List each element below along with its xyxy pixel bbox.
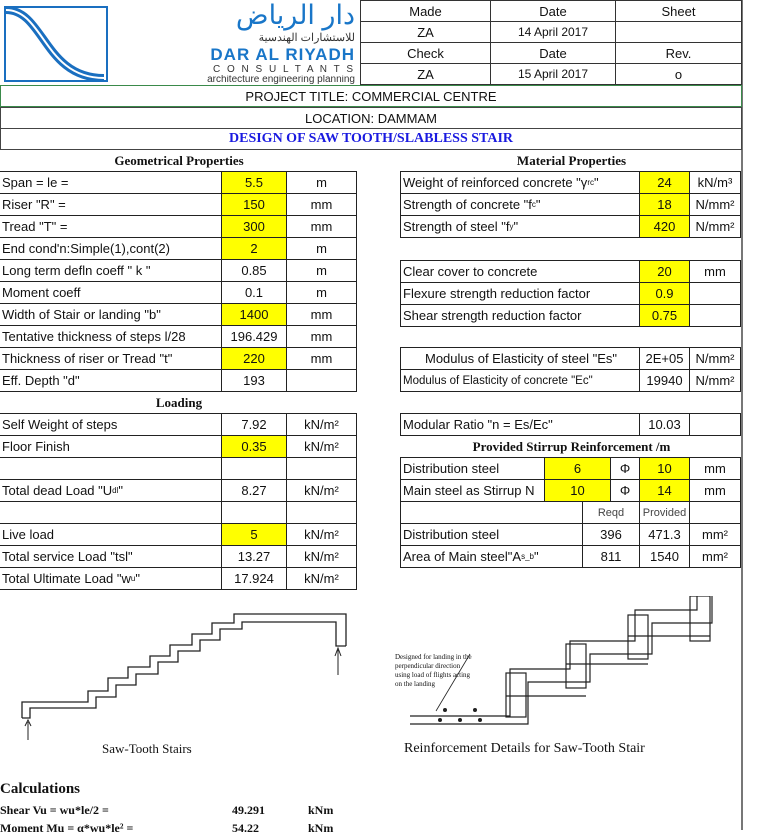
table-row <box>401 305 741 327</box>
load-value: 7.92 <box>221 413 287 436</box>
left-figure-caption: Saw-Tooth Stairs <box>102 741 192 756</box>
calc-moment-unit: kNm <box>308 821 334 835</box>
load-unit <box>286 501 357 524</box>
calc-moment-value: 54.22 <box>232 821 259 835</box>
revision: o <box>615 63 742 85</box>
right-support-arrow-icon <box>335 648 341 675</box>
calc-shear-unit: kNm <box>308 803 334 817</box>
location: LOCATION: DAMMAM <box>0 107 742 129</box>
load-label <box>0 479 222 502</box>
material-label: Modular Ratio "n = Es/Ec" <box>400 413 640 436</box>
material-label: Shear strength reduction factor <box>400 304 640 327</box>
material-label: Modulus of Elasticity of steel "Es" <box>400 347 640 370</box>
material-value[interactable]: 420 <box>639 215 690 238</box>
stair-bottom-outline <box>22 622 346 718</box>
logo-arabic-name: دار الرياض <box>235 0 355 30</box>
property-label: Tread "T" = <box>0 215 222 238</box>
load-unit: kN/m² <box>286 435 357 458</box>
provided-header: Provided <box>639 501 690 524</box>
table-row <box>0 238 357 260</box>
table-row <box>401 458 741 480</box>
table-row <box>0 480 357 502</box>
label-subscript: rc <box>587 178 594 187</box>
load-unit: kN/m² <box>286 567 357 590</box>
load-value <box>221 457 287 480</box>
property-unit: m <box>286 281 357 304</box>
material-unit: N/mm² <box>689 193 741 216</box>
label-text: Total Ultimate Load "w <box>2 571 131 586</box>
property-label: Tentative thickness of steps l/28 <box>0 325 222 348</box>
property-label: Thickness of riser or Tread "t" <box>0 347 222 370</box>
label-suffix: " <box>593 175 599 190</box>
note-line: Designed for landing in the <box>395 653 472 661</box>
property-unit: mm <box>286 347 357 370</box>
material-label: Flexure strength reduction factor <box>400 282 640 305</box>
saw-tooth-stairs-drawing <box>0 600 380 740</box>
property-value[interactable]: 1400 <box>221 303 287 326</box>
bar-diameter[interactable]: 14 <box>639 479 690 502</box>
table-row <box>401 370 741 392</box>
load-value <box>221 501 287 524</box>
load-unit: kN/m² <box>286 413 357 436</box>
property-label: Eff. Depth "d" <box>0 369 222 392</box>
sheet-number <box>615 21 742 43</box>
property-label: Span = le = <box>0 171 222 194</box>
made-label: Made <box>360 0 491 22</box>
property-value: 193 <box>221 369 287 392</box>
property-unit <box>286 369 357 392</box>
label-text: Weight of reinforced concrete "γ <box>403 175 588 190</box>
check-date: 15 April 2017 <box>490 63 616 85</box>
material-value: 19940 <box>639 369 690 392</box>
loading-heading: Loading <box>155 395 203 410</box>
area-unit: mm² <box>689 523 741 546</box>
property-unit: mm <box>286 303 357 326</box>
date-label: Date <box>490 0 616 22</box>
bar-label: Distribution steel <box>400 457 545 480</box>
table-row <box>401 216 741 238</box>
stirrup-heading: Provided Stirrup Reinforcement /m <box>472 439 671 454</box>
load-label <box>0 567 222 590</box>
table-row <box>0 348 357 370</box>
blank-cell <box>400 501 583 524</box>
table-row <box>0 546 357 568</box>
load-label <box>0 457 222 480</box>
material-unit: mm <box>689 260 741 283</box>
note-line: on the landing <box>395 680 436 688</box>
label-subscript: s_b <box>521 552 534 561</box>
property-unit: mm <box>286 215 357 238</box>
table-row <box>0 194 357 216</box>
label-subscript: dl <box>112 486 119 495</box>
label-subscript: y <box>509 222 514 231</box>
project-title: PROJECT TITLE: COMMERCIAL CENTRE <box>0 85 742 107</box>
load-unit: kN/m² <box>286 479 357 502</box>
property-unit: m <box>286 171 357 194</box>
table-row <box>0 216 357 238</box>
material-unit <box>689 282 741 305</box>
property-label: Width of Stair or landing "b" <box>0 303 222 326</box>
property-value: 196.429 <box>221 325 287 348</box>
check-label: Check <box>360 42 491 64</box>
table-row <box>401 546 741 568</box>
calc-shear-value: 49.291 <box>232 803 265 817</box>
material-unit <box>689 413 741 436</box>
table-row <box>0 502 357 524</box>
label-text: Area of Main steel"A <box>403 549 522 564</box>
label-suffix: " <box>533 549 539 564</box>
label-suffix: " <box>118 483 123 498</box>
material-label <box>400 215 640 238</box>
table-row <box>0 414 357 436</box>
material-label <box>400 193 640 216</box>
check-date-label: Date <box>490 42 616 64</box>
left-support-arrow-icon <box>25 720 31 740</box>
label-suffix: " <box>535 197 541 212</box>
property-unit: m <box>286 237 357 260</box>
load-unit: kN/m² <box>286 545 357 568</box>
material-value[interactable]: 18 <box>639 193 690 216</box>
material-unit: N/mm² <box>689 369 741 392</box>
property-value: 0.1 <box>221 281 287 304</box>
load-value[interactable]: 5 <box>221 523 287 546</box>
logo-wave-icon <box>4 6 108 82</box>
area-unit: mm² <box>689 545 741 568</box>
area-label <box>400 545 583 568</box>
material-label: Modulus of Elasticity of concrete "Ec" <box>400 369 640 392</box>
load-label <box>0 501 222 524</box>
checked-by: ZA <box>360 63 491 85</box>
geometry-heading: Geometrical Properties <box>114 153 244 168</box>
table-row <box>0 568 357 590</box>
area-reqd: 396 <box>582 523 640 546</box>
load-value[interactable]: 0.35 <box>221 435 287 458</box>
load-unit: kN/m² <box>286 523 357 546</box>
property-label: Moment coeff <box>0 281 222 304</box>
bar-count[interactable]: 6 <box>544 457 611 480</box>
logo-consultants: C O N S U L T A N T S <box>212 64 355 75</box>
property-value[interactable]: 150 <box>221 193 287 216</box>
area-label: Distribution steel <box>400 523 583 546</box>
area-provided: 1540 <box>639 545 690 568</box>
table-row <box>401 172 741 194</box>
phi-symbol: Φ <box>610 479 640 502</box>
bar-label: Main steel as Stirrup N <box>400 479 545 502</box>
load-label: Live load <box>0 523 222 546</box>
calculations-heading: Calculations <box>0 781 81 797</box>
load-label: Total service Load "tsl" <box>0 545 222 568</box>
property-label: End cond'n:Simple(1),cont(2) <box>0 237 222 260</box>
table-row <box>401 283 741 305</box>
material-value[interactable]: 24 <box>639 171 690 194</box>
material-value: 2E+05 <box>639 347 690 370</box>
reqd-header: Reqd <box>582 501 640 524</box>
logo-tagline: architecture engineering planning <box>207 75 355 85</box>
rev-label: Rev. <box>615 42 742 64</box>
load-label: Self Weight of steps <box>0 413 222 436</box>
label-subscript: u <box>130 574 136 583</box>
table-row <box>0 260 357 282</box>
logo-name: DAR AL RIYADH <box>210 46 355 64</box>
table-row <box>401 480 741 502</box>
table-row <box>0 282 357 304</box>
property-value[interactable]: 2 <box>221 237 287 260</box>
table-row <box>0 370 357 392</box>
note-line: perpendicular direction <box>395 662 461 670</box>
label-text: Total dead Load "U <box>2 483 113 498</box>
table-row <box>0 304 357 326</box>
property-value[interactable]: 300 <box>221 215 287 238</box>
note-line: using load of flights acting <box>395 671 471 679</box>
table-row <box>401 348 741 370</box>
material-unit <box>689 304 741 327</box>
calc-shear-label: Shear Vu = wu*le/2 = <box>0 803 109 817</box>
table-row <box>401 194 741 216</box>
load-value: 17.924 <box>221 567 287 590</box>
material-value[interactable]: 0.75 <box>639 304 690 327</box>
material-unit: N/mm² <box>689 347 741 370</box>
made-date: 14 April 2017 <box>490 21 616 43</box>
table-row <box>0 326 357 348</box>
phi-symbol: Φ <box>610 457 640 480</box>
label-text: Strength of concrete "f <box>403 197 532 212</box>
table-row <box>401 502 741 524</box>
material-unit: kN/m³ <box>689 171 741 194</box>
table-row <box>401 261 741 283</box>
company-logo <box>0 0 358 85</box>
bar-unit: mm <box>689 479 741 502</box>
label-subscript: c <box>531 200 536 209</box>
made-by: ZA <box>360 21 491 43</box>
load-unit <box>286 457 357 480</box>
stair-top-outline <box>22 614 346 718</box>
property-unit: mm <box>286 325 357 348</box>
landing-note <box>395 653 472 689</box>
property-label: Riser "R" = <box>0 193 222 216</box>
property-value[interactable]: 5.5 <box>221 171 287 194</box>
material-value[interactable]: 0.9 <box>639 282 690 305</box>
calc-moment-label: Moment Mu = α*wu*le² = <box>0 821 134 835</box>
table-row <box>401 524 741 546</box>
load-value: 13.27 <box>221 545 287 568</box>
bar-count[interactable]: 10 <box>544 479 611 502</box>
property-label: Long term defln coeff " k " <box>0 259 222 282</box>
material-label: Clear cover to concrete <box>400 260 640 283</box>
property-unit: mm <box>286 193 357 216</box>
load-label: Floor Finish <box>0 435 222 458</box>
area-provided: 471.3 <box>639 523 690 546</box>
table-row <box>0 458 357 480</box>
material-label <box>400 171 640 194</box>
area-reqd: 811 <box>582 545 640 568</box>
material-heading: Material Properties <box>516 153 627 168</box>
bar-unit: mm <box>689 457 741 480</box>
table-row <box>0 436 357 458</box>
material-value[interactable]: 20 <box>639 260 690 283</box>
table-row <box>0 172 357 194</box>
table-row <box>0 524 357 546</box>
property-unit: m <box>286 259 357 282</box>
property-value[interactable]: 220 <box>221 347 287 370</box>
property-value: 0.85 <box>221 259 287 282</box>
design-title: DESIGN OF SAW TOOTH/SLABLESS STAIR <box>0 128 742 150</box>
label-suffix: " <box>135 571 140 586</box>
label-text: Strength of steel "f <box>403 219 510 234</box>
bar-diameter[interactable]: 10 <box>639 457 690 480</box>
label-suffix: " <box>513 219 519 234</box>
load-value: 8.27 <box>221 479 287 502</box>
logo-arabic-sub: للاستشارات الهندسية <box>258 32 355 44</box>
material-unit: N/mm² <box>689 215 741 238</box>
right-figure-caption: Reinforcement Details for Saw-Tooth Stair <box>404 741 645 756</box>
material-value: 10.03 <box>639 413 690 436</box>
blank-cell <box>689 501 741 524</box>
table-row <box>401 414 741 436</box>
sheet-label: Sheet <box>615 0 742 22</box>
